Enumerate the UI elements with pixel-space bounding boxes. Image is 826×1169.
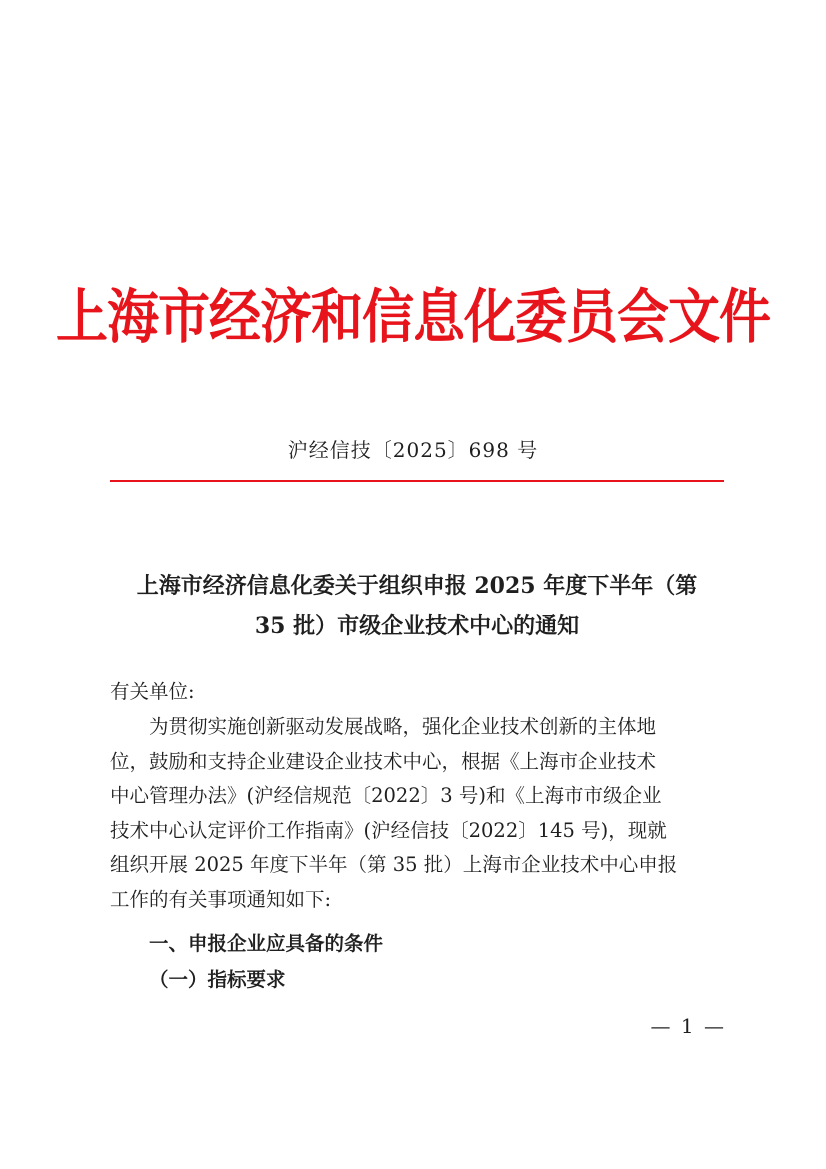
addressee: 有关单位: (110, 680, 195, 703)
paragraph-line: 技术中心认定评价工作指南》(沪经信技〔2022〕145 号)，现就 (110, 818, 667, 842)
paragraph-line: 位，鼓励和支持企业建设企业技术中心，根据《上海市企业技术 (110, 749, 657, 773)
paragraph-line: 为贯彻实施创新驱动发展战略，强化企业技术创新的主体地 (149, 715, 657, 738)
notice-title (105, 566, 729, 646)
notice-title-line-1: 上海市经济信息化委关于组织申报 2025 年度下半年（第 (136, 573, 698, 599)
notice-title-line-2: 35 批）市级企业技术中心的通知 (254, 613, 580, 639)
subsection-heading: （一）指标要求 (149, 968, 286, 991)
paragraph-line: 中心管理办法》(沪经信规范〔2022〕3 号)和《上海市市级企业 (110, 784, 662, 807)
red-separator-line (110, 480, 724, 482)
page-number: — 1 — (650, 1014, 726, 1038)
issuer-header-title: 上海市经济和信息化委员会文件 (55, 283, 770, 352)
paragraph-line: 工作的有关事项通知如下: (110, 887, 332, 911)
body-paragraph (110, 710, 726, 917)
paragraph-line: 组织开展 2025 年度下半年（第 35 批）上海市企业技术中心申报 (110, 853, 678, 876)
document-number: 沪经信技〔2025〕698 号 (287, 438, 539, 462)
section-heading: 一、申报企业应具备的条件 (149, 932, 384, 955)
